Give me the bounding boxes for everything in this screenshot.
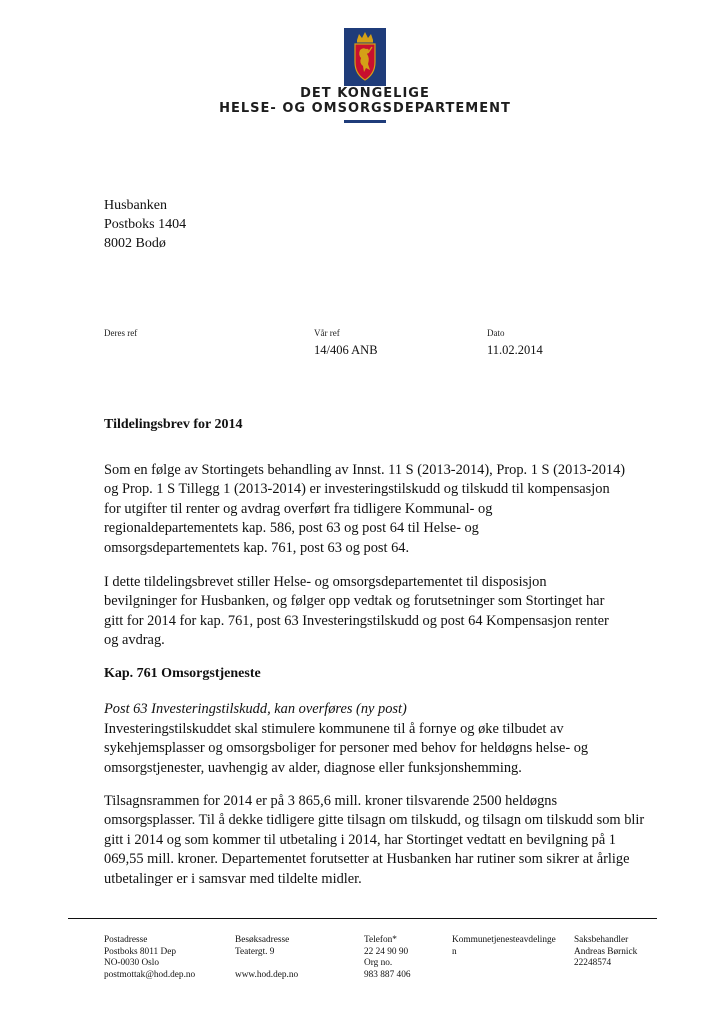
footer-value: 22248574 <box>574 958 612 969</box>
footer-label: Org no. <box>364 958 393 969</box>
footer-label: Postadresse <box>104 935 148 945</box>
paragraph-line: omsorgstjenester, uavhengig av alder, diagnose eller funksjonshemming. <box>104 759 522 776</box>
letter-title: Tildelingsbrev for 2014 <box>104 417 243 432</box>
footer-label: n <box>452 946 457 957</box>
paragraph-line: bevilgninger for Husbanken, og følger opp vedtak og forutsetninger som Stortinget har <box>104 593 605 610</box>
footer-value: 22 24 90 90 <box>364 946 409 957</box>
footer-label: Saksbehandler <box>574 935 629 945</box>
coat-of-arms-lion-icon <box>344 28 386 86</box>
var-ref-value: 14/406 ANB <box>314 343 378 357</box>
paragraph-line: og avdrag. <box>104 632 165 649</box>
post-63-title: Post 63 Investeringstilskudd, kan overføres (ny post) <box>104 701 407 717</box>
footer-divider <box>68 918 657 919</box>
footer-email-link[interactable]: postmottak@hod.dep.no <box>104 969 196 980</box>
footer-value: 983 887 406 <box>364 969 411 980</box>
footer-avdeling <box>452 935 556 958</box>
footer-besoksadresse <box>235 935 298 981</box>
paragraph-line: Tilsagnsrammen for 2014 er på 3 865,6 mill. kroner tilsvarende 2500 heldøgns <box>104 793 558 809</box>
paragraph-3 <box>104 720 664 778</box>
paragraph-line: sykehjemsplasser og omsorgsboliger for personer med behov for heldøgns helse- og <box>104 740 589 757</box>
ministry-name-line1: DET KONGELIGE <box>300 86 430 101</box>
paragraph-line: I dette tildelingsbrevet stiller Helse- og omsorgsdepartementet til disposisjon <box>104 574 547 590</box>
paragraph-line: og Prop. 1 S Tillegg 1 (2013-2014) er investeringstilskudd og tilskudd til kompensasjon <box>104 481 610 498</box>
recipient-address <box>104 196 186 253</box>
footer-label: Besøksadresse <box>235 935 290 945</box>
var-ref-label: Vår ref <box>314 328 340 338</box>
footer-postadresse <box>104 935 195 981</box>
dato-value: 11.02.2014 <box>487 343 543 357</box>
footer-label: Kommunetjenesteavdelinge <box>452 935 556 945</box>
paragraph-4 <box>104 792 664 889</box>
deres-ref-label: Deres ref <box>104 328 138 338</box>
paragraph-1 <box>104 461 664 558</box>
footer-value: NO-0030 Oslo <box>104 958 160 969</box>
header-divider <box>344 120 386 123</box>
paragraph-line: Investeringstilskuddet skal stimulere kommunene til å fornye og øke tilbudet av <box>104 721 564 737</box>
paragraph-line: 069,55 mill. kroner. Departementet forutsetter at Husbanken har rutiner som sikrer at årlige <box>104 851 630 868</box>
ministry-name-line2: HELSE- OG OMSORGSDEPARTEMENT <box>219 101 511 116</box>
paragraph-line: gitt i 2014 og som kommer til utbetaling i 2014, har Stortinget vedtatt en bevilgning på 1 <box>104 831 616 848</box>
footer-value: Teatergt. 9 <box>235 946 275 957</box>
footer-value: Andreas Børnick <box>574 946 638 957</box>
recipient-name: Husbanken <box>104 198 167 213</box>
recipient-city: 8002 Bodø <box>104 236 166 251</box>
paragraph-line: omsorgsplasser. Til å dekke tidligere gitte tilsagn om tilskudd, og tilsagn om tilskudd som blir <box>104 812 645 829</box>
footer-website-link[interactable]: www.hod.dep.no <box>235 969 299 980</box>
recipient-postbox: Postboks 1404 <box>104 217 187 232</box>
paragraph-line: gitt for 2014 for kap. 761, post 63 Investeringstilskudd og post 64 Kompensasjon renter <box>104 612 609 629</box>
paragraph-line: omsorgsdepartementets kap. 761, post 63 og post 64. <box>104 539 410 556</box>
footer-spacer <box>235 958 298 970</box>
dato-label: Dato <box>487 328 505 338</box>
footer-telefon <box>364 935 410 981</box>
paragraph-line: for utgifter til renter og avdrag overført fra tidligere Kommunal- og <box>104 500 493 517</box>
paragraph-line: regionaldepartementets kap. 586, post 63 og post 64 til Helse- og <box>104 520 479 537</box>
section-heading: Kap. 761 Omsorgstjeneste <box>104 666 261 681</box>
paragraph-line: utbetalinger er i samsvar med tildelte midler. <box>104 870 362 887</box>
paragraph-line: Som en følge av Stortingets behandling av Innst. 11 S (2013-2014), Prop. 1 S (2013-2014) <box>104 462 626 478</box>
footer-label: Telefon* <box>364 935 397 945</box>
footer-saksbehandler <box>574 935 637 970</box>
footer-value: Postboks 8011 Dep <box>104 946 176 957</box>
paragraph-2 <box>104 573 664 651</box>
